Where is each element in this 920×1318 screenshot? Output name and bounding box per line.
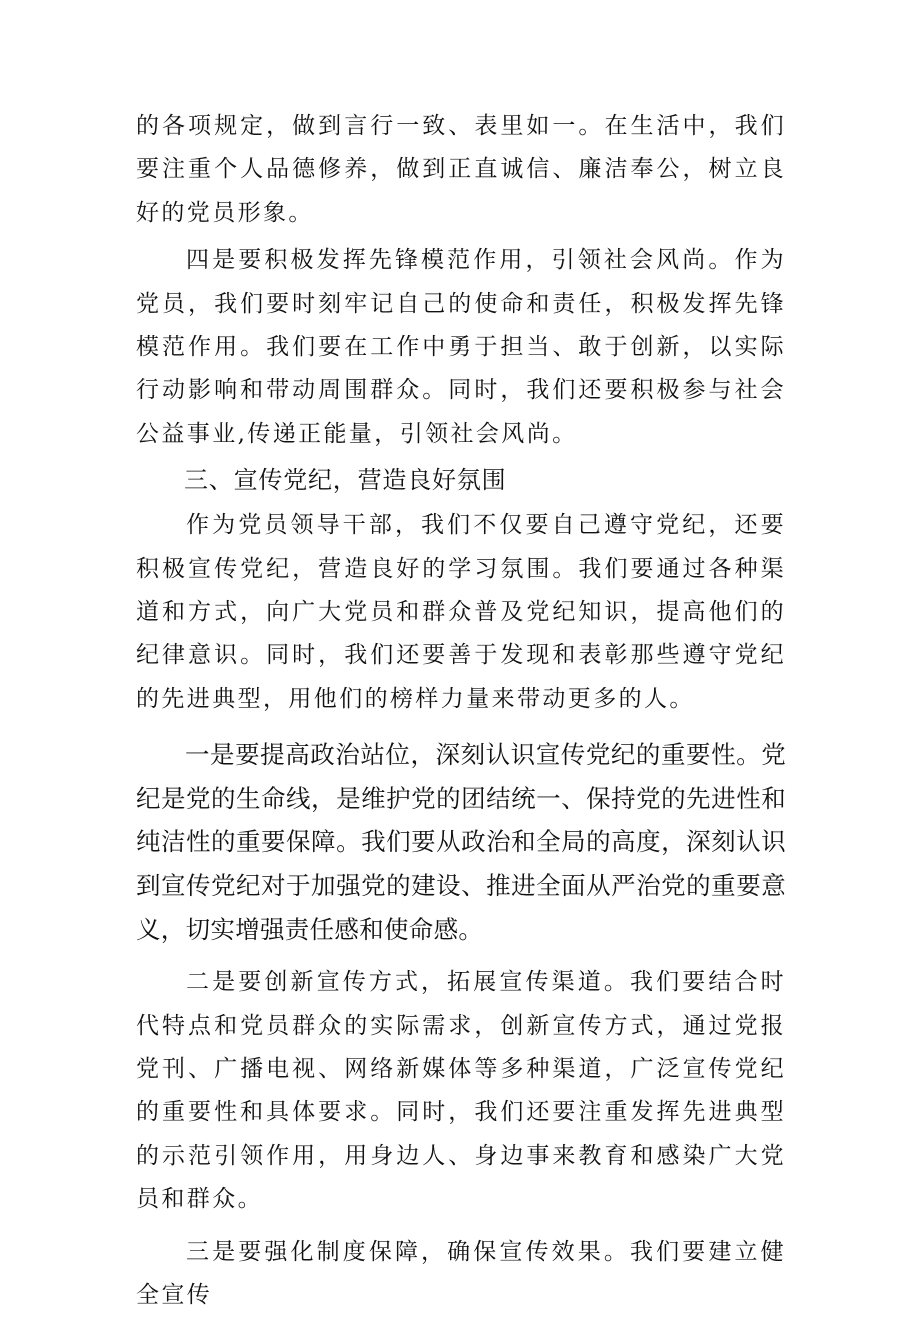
document-body <box>136 105 786 1318</box>
paragraph-promote-discipline: 作为党员领导干部，我们不仅要自己遵守党纪，还要积极宣传党纪，营造良好的学习氛围。我们要通过各种渠道和方式，向广大党员和群众普及党纪知识，提高他们的纪律意识。同时，我们还要善于发现和表彰那些遵守党纪的先进典型，用他们的榜样力量来带动更多的人。 <box>136 512 786 712</box>
paragraph-innovate-publicity: 二是要创新宣传方式，拓展宣传渠道。我们要结合时代特点和党员群众的实际需求，创新宣传方式，通过党报党刊、广播电视、网络新媒体等多种渠道，广泛宣传党纪的重要性和具体要求。同时，我们还要注重发挥先进典型的示范引领作用，用身边人、身边事来教育和感染广大党员和群众。 <box>136 969 786 1213</box>
paragraph-political-stance: 一是要提高政治站位，深刻认识宣传党纪的重要性。党纪是党的生命线，是维护党的团结统一、保持党的先进性和纯洁性的重要保障。我们要从政治和全局的高度，深刻认识到宣传党纪对于加强党的建设、推进全面从严治党的重要意义，切实增强责任感和使命感。 <box>136 740 786 944</box>
section-heading: 三、宣传党纪，营造良好氛围 <box>184 466 507 495</box>
paragraph-institutional-guarantee: 三是要强化制度保障，确保宣传效果。我们要建立健全宣传 <box>136 1238 786 1309</box>
paragraph-vanguard-role: 四是要积极发挥先锋模范作用，引领社会风尚。作为党员，我们要时刻牢记自己的使命和责任，积极发挥先锋模范作用。我们要在工作中勇于担当、敢于创新，以实际行动影响和带动周围群众。同时，我们还要积极参与社会公益事业,传递正能量，引领社会风尚。 <box>136 247 786 447</box>
paragraph-continuation: 的各项规定，做到言行一致、表里如一。在生活中，我们要注重个人品德修养，做到正直诚信、廉洁奉公，树立良好的党员形象。 <box>136 113 786 226</box>
